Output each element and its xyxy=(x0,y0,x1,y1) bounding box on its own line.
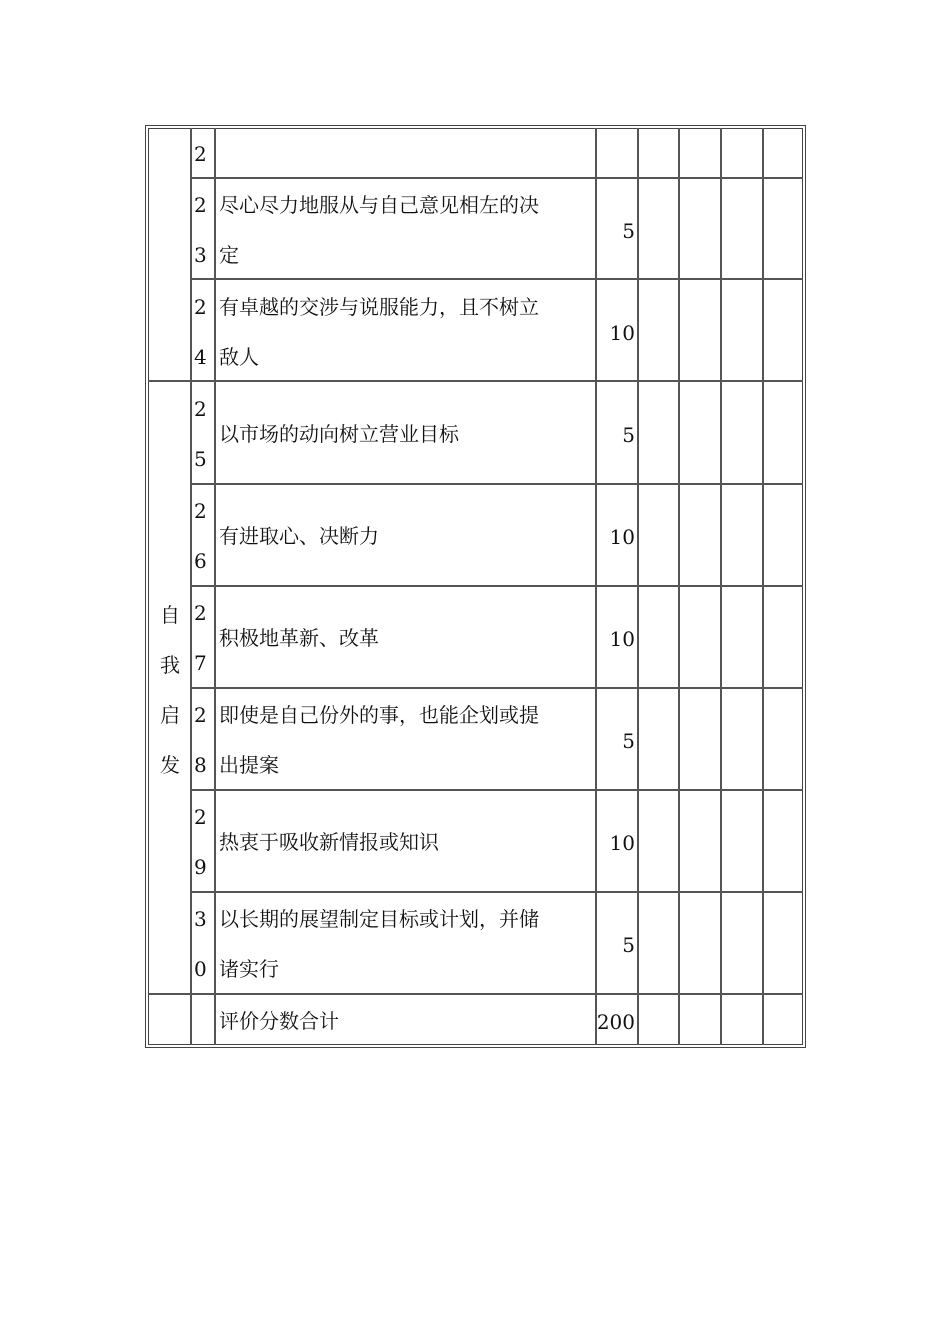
item-score: 5 xyxy=(622,729,635,753)
row-divider xyxy=(190,891,803,893)
item-text-line2: 出提案 xyxy=(219,753,279,777)
row-divider xyxy=(190,789,803,791)
row-number-top: 2 xyxy=(194,295,207,319)
item-text-line1: 有卓越的交涉与说服能力，且不树立 xyxy=(219,295,539,319)
row-number-top: 2 xyxy=(194,193,207,217)
row-number-bottom: 3 xyxy=(194,243,207,267)
item-text-line1: 以市场的动向树立营业目标 xyxy=(219,422,459,446)
item-text-line1: 即使是自己份外的事，也能企划或提 xyxy=(219,703,539,727)
row-number-top: 2 xyxy=(194,805,207,829)
row-number-bottom: 0 xyxy=(194,957,207,981)
row-number-top: 2 xyxy=(194,601,207,625)
item-text-line1: 积极地革新、改革 xyxy=(219,626,379,650)
row-divider xyxy=(190,177,803,179)
row-number-bottom: 9 xyxy=(194,855,207,879)
item-score: 5 xyxy=(622,423,635,447)
group-label-char: 自 xyxy=(160,603,180,627)
item-score: 10 xyxy=(609,627,635,651)
row-number-bottom: 6 xyxy=(194,549,207,573)
row-divider xyxy=(190,483,803,485)
row-divider xyxy=(190,687,803,689)
item-text-line1: 以长期的展望制定目标或计划，并储 xyxy=(219,907,539,931)
item-text-line2: 诸实行 xyxy=(219,957,279,981)
item-score: 5 xyxy=(622,933,635,957)
item-text-line1: 尽心尽力地服从与自己意见相左的决 xyxy=(219,193,539,217)
item-score: 10 xyxy=(609,321,635,345)
item-score: 10 xyxy=(609,525,635,549)
row-number-top: 2 xyxy=(194,397,207,421)
item-text-line1: 热衷于吸收新情报或知识 xyxy=(219,830,439,854)
row-divider xyxy=(190,278,803,280)
row-divider xyxy=(190,585,803,587)
row-number-bottom: 7 xyxy=(194,651,207,675)
group-label-char: 启 xyxy=(160,703,180,727)
row-number-top: 2 xyxy=(194,703,207,727)
row-number-top: 2 xyxy=(194,499,207,523)
row-number-top: 3 xyxy=(194,907,207,931)
item-score: 5 xyxy=(622,219,635,243)
group-label-char: 发 xyxy=(160,753,180,777)
row-number-bottom: 8 xyxy=(194,753,207,777)
total-score: 200 xyxy=(596,1010,635,1034)
group-label-char: 我 xyxy=(160,653,180,677)
item-text-line2: 定 xyxy=(219,243,239,267)
row-number-bottom: 5 xyxy=(194,447,207,471)
item-text-line1: 有进取心、决断力 xyxy=(219,524,379,548)
total-label: 评价分数合计 xyxy=(219,1009,339,1033)
row-number-bottom: 4 xyxy=(194,345,207,369)
row-number-top: 2 xyxy=(194,142,207,166)
item-score: 10 xyxy=(609,831,635,855)
item-text-line2: 敌人 xyxy=(219,345,259,369)
